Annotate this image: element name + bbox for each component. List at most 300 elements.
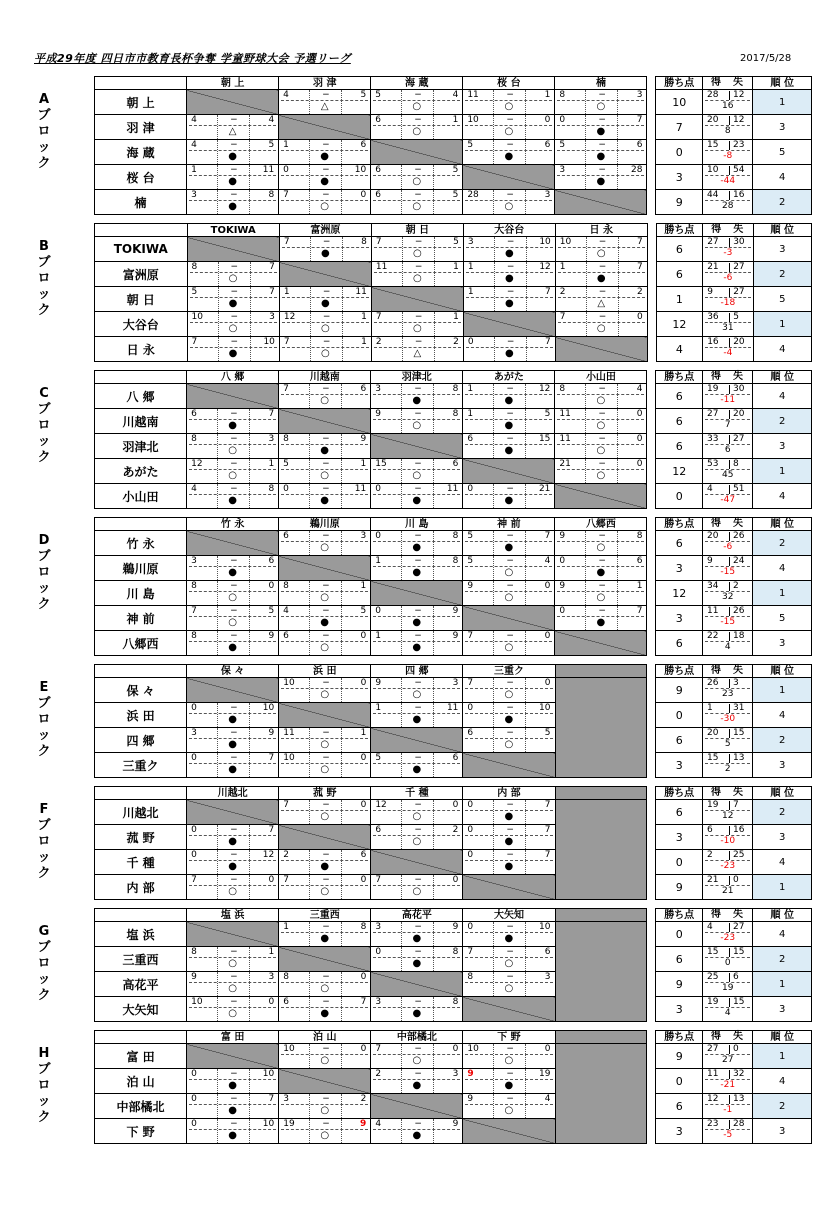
header-rank: 順 位 <box>753 77 812 90</box>
gap <box>647 909 656 922</box>
divider <box>341 875 342 899</box>
column-header: 八 郷 <box>187 371 279 384</box>
runs-for: 5 <box>283 459 289 469</box>
block-label-char: ブ <box>37 402 51 417</box>
score <box>371 703 462 727</box>
runs-allowed: 15 <box>732 728 745 738</box>
loss-icon: ● <box>412 764 422 775</box>
gain-loss <box>702 825 752 850</box>
divider <box>249 165 250 189</box>
divider <box>342 312 343 336</box>
empty-cell <box>555 800 647 825</box>
loss-icon: ● <box>320 617 330 628</box>
column-header: あがた <box>463 371 555 384</box>
score <box>187 875 278 899</box>
runs-for: 9 <box>375 678 382 688</box>
score <box>372 237 463 261</box>
runs-for: 6 <box>191 409 197 419</box>
divider <box>309 531 310 555</box>
gain-loss <box>702 1094 752 1119</box>
diagonal-cell <box>279 409 371 434</box>
loss-icon: ● <box>596 567 606 578</box>
standings-table <box>94 664 812 778</box>
runs-against: 6 <box>452 459 459 469</box>
divider <box>249 753 250 777</box>
runs-for: 5 <box>559 140 566 150</box>
score <box>555 606 646 630</box>
gap <box>647 140 656 165</box>
score-cell <box>463 531 555 556</box>
rank: 5 <box>753 140 812 165</box>
loss-icon: ● <box>596 151 606 162</box>
dash: − <box>598 581 606 591</box>
runs-scored: 28 <box>707 90 719 100</box>
divider <box>729 704 730 713</box>
divider <box>218 287 219 311</box>
column-header: 八郷西 <box>555 518 647 531</box>
diagonal-cell <box>187 531 279 556</box>
runs-for: 4 <box>191 115 197 125</box>
score-cell <box>555 165 647 190</box>
divider <box>249 459 250 483</box>
rank: 3 <box>753 631 812 656</box>
divider <box>525 850 526 874</box>
divider <box>493 850 494 874</box>
divider <box>493 922 494 946</box>
column-header: 三重西 <box>279 909 371 922</box>
win-icon: ○ <box>320 886 330 897</box>
runs-against: 8 <box>636 531 643 541</box>
divider <box>493 800 494 824</box>
points: 6 <box>656 262 703 287</box>
diagonal-cell <box>463 753 555 778</box>
block-label-char: ク <box>37 156 51 171</box>
divider <box>309 678 310 702</box>
divider <box>250 287 251 311</box>
divider <box>617 606 618 630</box>
runs-against: 1 <box>453 262 459 272</box>
dash: − <box>230 190 238 200</box>
score <box>187 825 278 849</box>
diagonal-cell <box>279 262 371 287</box>
score <box>371 825 462 849</box>
block-label-char: ロ <box>37 712 51 727</box>
run-differential: -21 <box>720 1080 736 1090</box>
dash: − <box>414 1119 422 1129</box>
runs-allowed: 25 <box>732 850 745 860</box>
score <box>371 997 462 1021</box>
win-icon: ○ <box>228 886 237 897</box>
score-cell <box>187 556 279 581</box>
diagonal-cell <box>463 165 555 190</box>
runs-allowed: 13 <box>732 753 745 763</box>
divider <box>341 972 342 996</box>
team-name: 川越南 <box>95 409 187 434</box>
win-icon: ○ <box>228 323 238 334</box>
runs-against: 2 <box>452 825 459 835</box>
runs-against: 7 <box>545 337 551 347</box>
team-row <box>95 825 812 850</box>
gain-loss <box>702 875 752 900</box>
header-rank: 順 位 <box>753 371 812 384</box>
win-icon: ○ <box>412 689 422 700</box>
score-cell <box>187 140 279 165</box>
gap <box>647 728 656 753</box>
divider <box>249 484 250 508</box>
empty-cell <box>555 753 647 778</box>
divider <box>617 115 618 139</box>
empty-cell <box>555 972 647 997</box>
divider <box>617 140 618 164</box>
win-icon: ○ <box>228 592 237 603</box>
rank: 3 <box>753 753 812 778</box>
divider <box>401 678 402 702</box>
runs-against: 10 <box>539 237 551 247</box>
block-label-char: ロ <box>37 124 51 139</box>
dash: − <box>230 728 238 738</box>
divider <box>341 140 342 164</box>
divider <box>729 263 730 272</box>
run-differential: 28 <box>722 201 734 211</box>
runs-against: 8 <box>452 531 459 541</box>
runs-for: 6 <box>467 434 474 444</box>
dash: − <box>414 606 422 616</box>
divider <box>310 237 311 261</box>
gap <box>647 1031 656 1044</box>
divider <box>525 825 526 849</box>
score <box>280 237 371 261</box>
score <box>463 409 554 433</box>
rank: 1 <box>753 90 812 115</box>
divider <box>729 973 730 982</box>
score <box>555 140 646 164</box>
runs-against: 10 <box>539 922 551 932</box>
score <box>463 140 554 164</box>
score-cell <box>371 165 463 190</box>
dash: − <box>322 337 331 347</box>
loss-icon: ● <box>412 958 422 969</box>
runs-against: 10 <box>354 165 367 175</box>
runs-against: 5 <box>360 606 367 616</box>
runs-against: 11 <box>354 484 367 494</box>
divider <box>729 141 730 150</box>
divider <box>341 165 342 189</box>
score <box>371 875 462 899</box>
runs-scored: 15 <box>706 753 719 763</box>
run-differential: -8 <box>723 151 733 161</box>
rank: 1 <box>753 459 812 484</box>
runs-scored: 19 <box>707 384 719 394</box>
header-loss: 失 <box>733 518 744 529</box>
team-name: 川越北 <box>95 800 187 825</box>
divider <box>249 556 250 580</box>
standings-table <box>94 370 812 509</box>
team-name: 小山田 <box>95 484 187 509</box>
points: 6 <box>656 631 703 656</box>
rank: 2 <box>753 1094 812 1119</box>
win-icon: ○ <box>320 1055 330 1066</box>
block-label-char: ロ <box>37 565 51 580</box>
score <box>463 800 554 824</box>
runs-allowed: 31 <box>732 703 745 713</box>
rank: 5 <box>753 287 811 312</box>
divider <box>341 800 342 824</box>
win-icon: ○ <box>504 642 514 653</box>
score <box>555 556 646 580</box>
score-cell <box>371 875 463 900</box>
score-cell <box>279 287 371 312</box>
header-gain: 得 <box>711 224 722 235</box>
run-differential: 19 <box>721 983 734 993</box>
team-name: 大谷台 <box>95 312 188 337</box>
points: 1 <box>656 287 703 312</box>
runs-for: 2 <box>283 850 289 860</box>
score <box>372 312 463 336</box>
team-name: 千 種 <box>95 850 187 875</box>
team-name: 泊 山 <box>95 1069 187 1094</box>
loss-icon: ● <box>320 151 330 162</box>
dash: − <box>414 947 422 957</box>
loss-icon: ● <box>320 861 330 872</box>
score <box>371 631 462 655</box>
rank: 4 <box>753 556 812 581</box>
score <box>463 384 554 408</box>
rank: 4 <box>753 850 812 875</box>
runs-against: 21 <box>538 484 551 494</box>
header-rank: 順 位 <box>753 1031 812 1044</box>
score <box>371 556 462 580</box>
gap <box>647 556 656 581</box>
win-icon: ○ <box>321 348 330 359</box>
divider <box>310 312 311 336</box>
dash: − <box>506 703 514 713</box>
loss-icon: ● <box>228 739 237 750</box>
runs-against: 3 <box>636 90 643 100</box>
gap <box>647 703 656 728</box>
score <box>556 237 647 261</box>
win-icon: ○ <box>504 101 514 112</box>
score <box>371 190 462 214</box>
win-icon: ○ <box>412 1055 422 1066</box>
score-cell <box>187 1094 279 1119</box>
dash: − <box>414 800 422 810</box>
team-name: 海 蔵 <box>95 140 187 165</box>
rank: 3 <box>753 237 811 262</box>
win-icon: ○ <box>504 1105 514 1116</box>
dash: − <box>598 165 606 175</box>
runs-allowed: 15 <box>732 947 745 957</box>
rank: 4 <box>753 384 812 409</box>
run-differential: 31 <box>722 323 734 333</box>
runs-for: 2 <box>375 1069 382 1079</box>
team-row <box>95 1069 812 1094</box>
runs-for: 6 <box>467 728 474 738</box>
divider <box>586 262 587 286</box>
divider <box>585 115 586 139</box>
score-cell <box>279 237 371 262</box>
dash: − <box>230 140 238 150</box>
divider <box>526 262 527 286</box>
block-label <box>34 386 54 466</box>
rank: 1 <box>753 875 812 900</box>
divider <box>434 262 435 286</box>
block-label-char: C <box>39 386 49 401</box>
divider <box>401 606 402 630</box>
runs-against: 8 <box>360 922 367 932</box>
runs-for: 0 <box>467 484 474 494</box>
dash: − <box>598 409 606 419</box>
loss-icon: ● <box>320 445 330 456</box>
score <box>279 800 370 824</box>
team-name: 大矢知 <box>95 997 187 1022</box>
score-cell <box>555 115 647 140</box>
runs-against: 6 <box>544 947 551 957</box>
divider <box>341 384 342 408</box>
run-differential: 2 <box>724 764 731 774</box>
rank: 1 <box>753 972 812 997</box>
runs-for: 10 <box>559 237 572 247</box>
divider <box>525 631 526 655</box>
dash: − <box>230 262 239 272</box>
rank: 3 <box>753 434 812 459</box>
team-row <box>95 556 812 581</box>
score <box>463 922 554 946</box>
run-differential: 32 <box>722 592 734 602</box>
runs-allowed: 23 <box>733 140 745 150</box>
runs-against: 11 <box>262 165 275 175</box>
score-cell <box>371 90 463 115</box>
header-row <box>95 371 812 384</box>
divider <box>433 531 434 555</box>
runs-against: 8 <box>452 556 459 566</box>
score-cell <box>187 165 279 190</box>
runs-for: 1 <box>283 140 289 150</box>
diagonal-cell <box>279 556 371 581</box>
runs-allowed: 16 <box>733 190 745 200</box>
score-cell <box>279 922 371 947</box>
score-cell <box>371 703 463 728</box>
score-cell <box>279 606 371 631</box>
empty-cell <box>555 703 647 728</box>
score <box>555 531 646 555</box>
score <box>280 312 371 336</box>
dash: − <box>506 1044 514 1054</box>
dash: − <box>322 678 330 688</box>
divider <box>218 337 219 361</box>
header-gain-loss <box>703 224 753 237</box>
block-label-char: ロ <box>37 271 51 286</box>
header-gain: 得 <box>711 518 722 529</box>
block-label-char: D <box>38 533 50 548</box>
runs-against: 0 <box>544 115 551 125</box>
empty-cell <box>555 1044 647 1069</box>
loss-icon: ● <box>504 811 514 822</box>
runs-against: 10 <box>262 703 275 713</box>
score-cell <box>187 484 279 509</box>
runs-for: 5 <box>375 90 381 100</box>
win-icon: ○ <box>412 470 422 481</box>
runs-against: 9 <box>452 1119 459 1129</box>
score-cell <box>371 262 463 287</box>
gap <box>647 1094 656 1119</box>
column-header: 朝 上 <box>187 77 279 90</box>
column-header: 桜 台 <box>463 77 555 90</box>
gain-loss <box>702 753 752 778</box>
team-row <box>95 678 812 703</box>
runs-against: 4 <box>544 1094 551 1104</box>
team-row <box>95 922 812 947</box>
win-icon: ○ <box>228 617 237 628</box>
runs-against: 6 <box>636 140 643 150</box>
gap <box>647 850 656 875</box>
team-row <box>95 1119 812 1144</box>
runs-against: 12 <box>262 850 275 860</box>
runs-against: 7 <box>268 753 275 763</box>
score-cell <box>371 237 463 262</box>
win-icon: ○ <box>412 420 422 431</box>
runs-against: 3 <box>268 972 275 982</box>
runs-scored: 4 <box>707 484 713 494</box>
block-label-char: ブ <box>37 549 51 564</box>
runs-against: 3 <box>452 1069 459 1079</box>
gap <box>647 1069 656 1094</box>
divider <box>217 409 218 433</box>
score-cell <box>371 947 463 972</box>
divider <box>401 409 402 433</box>
win-icon: ○ <box>228 273 238 284</box>
divider <box>217 165 218 189</box>
runs-scored: 33 <box>707 434 719 444</box>
divider <box>341 531 342 555</box>
divider <box>249 190 250 214</box>
score <box>463 190 554 214</box>
diagonal-cell <box>463 997 555 1022</box>
gap <box>647 1044 656 1069</box>
dash: − <box>230 459 238 469</box>
dash: − <box>414 90 422 100</box>
score <box>463 972 554 996</box>
score <box>463 581 554 605</box>
runs-against: 19 <box>539 1069 551 1079</box>
loss-icon: ● <box>504 542 514 553</box>
divider <box>617 434 618 458</box>
runs-against: 9 <box>360 1119 367 1129</box>
points: 6 <box>656 947 703 972</box>
runs-for: 12 <box>283 312 296 322</box>
score <box>555 409 646 433</box>
dash: − <box>598 606 606 616</box>
dash: − <box>322 875 330 885</box>
score <box>371 484 462 508</box>
rank: 4 <box>753 922 812 947</box>
score-cell <box>187 728 279 753</box>
score <box>463 484 554 508</box>
header-row <box>95 787 812 800</box>
header-row <box>95 77 812 90</box>
divider <box>617 409 618 433</box>
column-header: 泊 山 <box>279 1031 371 1044</box>
gap <box>647 665 656 678</box>
block-label <box>34 1046 54 1126</box>
divider <box>525 581 526 605</box>
divider <box>433 947 434 971</box>
team-row <box>95 1044 812 1069</box>
runs-for: 7 <box>191 606 197 616</box>
block-label-char: G <box>38 924 50 939</box>
runs-against: 6 <box>360 384 367 394</box>
points: 6 <box>656 409 703 434</box>
team-row <box>95 531 812 556</box>
